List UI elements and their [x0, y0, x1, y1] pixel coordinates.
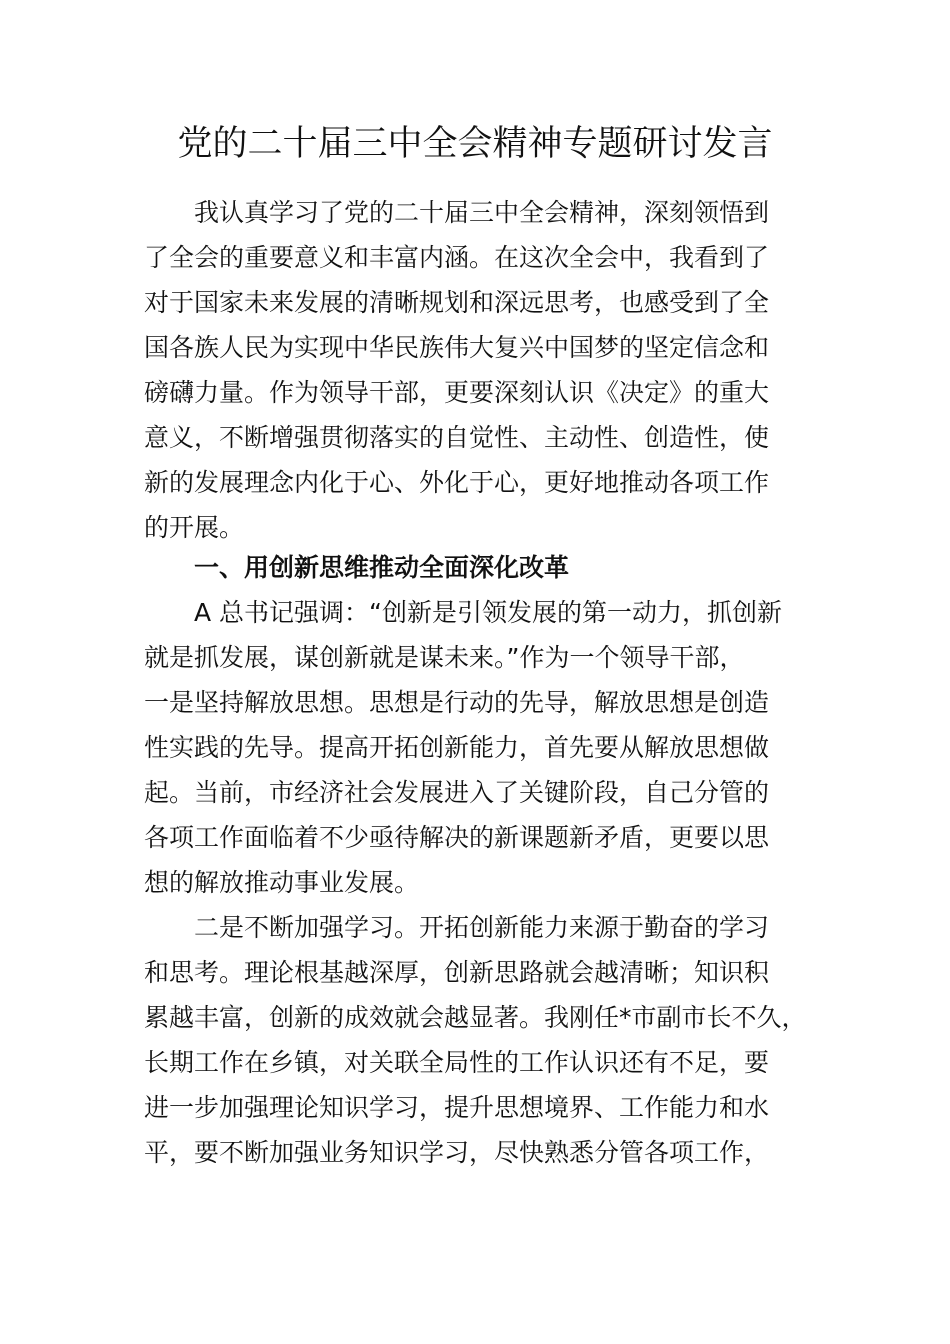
paragraph-line: 了全会的重要意义和丰富内涵。在这次全会中，我看到了 — [144, 243, 770, 272]
section-heading-text: 一、用创新思维推动全面深化改革 — [194, 553, 570, 582]
paragraph-line: 新的发展理念内化于心、外化于心，更好地推动各项工作 — [144, 468, 770, 497]
paragraph-line: 意义，不断增强贯彻落实的自觉性、主动性、创造性，使 — [144, 423, 770, 452]
paragraph-line: 我认真学习了党的二十届三中全会精神，深刻领悟到 — [194, 198, 770, 227]
paragraph-line: 平，要不断加强业务知识学习，尽快熟悉分管各项工作， — [144, 1138, 770, 1167]
paragraph-line: 进一步加强理论知识学习，提升思想境界、工作能力和水 — [144, 1093, 770, 1122]
paragraph-line: 一是坚持解放思想。思想是行动的先导，解放思想是创造 — [144, 688, 770, 717]
paragraph-line: 想的解放推动事业发展。 — [144, 868, 420, 897]
document-title: 党的二十届三中全会精神专题研讨发言 — [177, 124, 773, 164]
paragraph-line: 磅礴力量。作为领导干部，更要深刻认识《决定》的重大 — [144, 378, 770, 407]
paragraph-line: 对于国家未来发展的清晰规划和深远思考，也感受到了全 — [144, 288, 770, 317]
paragraph-line: 起。当前，市经济社会发展进入了关键阶段，自己分管的 — [144, 778, 770, 807]
paragraph-line: 国各族人民为实现中华民族伟大复兴中国梦的坚定信念和 — [144, 333, 770, 362]
paragraph-line: 性实践的先导。提高开拓创新能力，首先要从解放思想做 — [144, 733, 770, 762]
paragraph-innovation — [144, 590, 824, 905]
paragraph-line: 就是抓发展，谋创新就是谋未来。”作为一个领导干部， — [144, 643, 745, 672]
paragraph-learning — [144, 905, 824, 1175]
paragraph-line: 的开展。 — [144, 513, 245, 542]
paragraph-line: 累越丰富，创新的成效就会越显著。我刚任*市副市长不久， — [144, 1003, 807, 1032]
paragraph-line: 二是不断加强学习。开拓创新能力来源于勤奋的学习 — [194, 913, 770, 942]
paragraph-line: 各项工作面临着不少亟待解决的新课题新矛盾，更要以思 — [144, 823, 770, 852]
paragraph-line: A 总书记强调：“创新是引领发展的第一动力，抓创新 — [194, 598, 783, 627]
paragraph-line: 长期工作在乡镇，对关联全局性的工作认识还有不足，要 — [144, 1048, 770, 1077]
paragraph-line: 和思考。理论根基越深厚，创新思路就会越清晰；知识积 — [144, 958, 770, 987]
section-heading — [144, 545, 824, 590]
paragraph-intro — [144, 190, 824, 550]
